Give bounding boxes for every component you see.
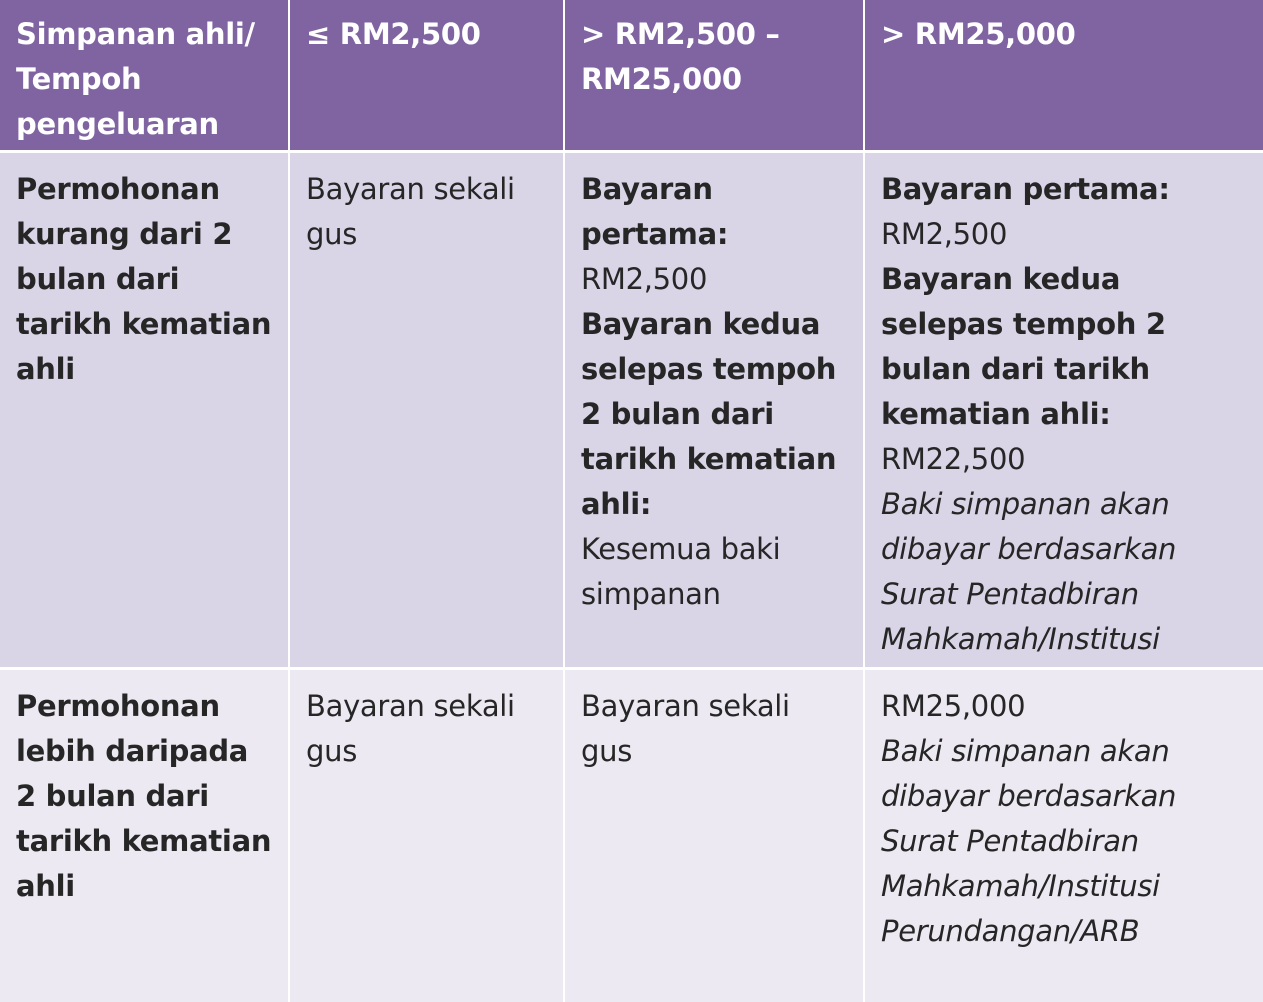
row2-label: Permohonan lebih daripada 2 bulan dari tarikh kematian ahli [16, 689, 272, 903]
row2-col4-cell [863, 670, 1263, 1002]
row2-col2-text: Bayaran sekali gus [306, 689, 515, 768]
row1-col3-cell [563, 153, 863, 670]
row1-col4-second-label: Bayaran kedua selepas tempoh 2 bulan dari tarikh kematian ahli: [881, 262, 1166, 431]
row1-col2-cell [288, 153, 563, 670]
row2-col4-value: RM25,000 [881, 689, 1026, 723]
row1-label-cell [0, 153, 288, 670]
row1-col3-first-label: Bayaran pertama: [581, 172, 729, 251]
row2-label-cell [0, 670, 288, 1002]
row1-col3-first-value: RM2,500 [581, 262, 708, 296]
row2-col3-cell [563, 670, 863, 1002]
row2-col4-note: Baki simpanan akan dibayar berdasarkan Surat Pentadbiran Mahkamah/Institusi Perundangan/ARB [881, 734, 1177, 948]
header-label-savings-period: Simpanan ahli/ Tempoh pengeluaran [16, 17, 255, 141]
header-label-2500-to-25000: > RM2,500 – RM25,000 [581, 17, 780, 96]
row1-col3-second-value: Kesemua baki simpanan [581, 532, 781, 611]
row1-col4-second-value: RM22,500 [881, 442, 1026, 476]
row1-col4-note: Baki simpanan akan dibayar berdasarkan Surat Pentadbiran Mahkamah/Institusi [881, 487, 1177, 656]
row2-col2-cell [288, 670, 563, 1002]
header-cell-over-25000 [863, 0, 1263, 153]
row1-col4-first-value: RM2,500 [881, 217, 1008, 251]
row1-label: Permohonan kurang dari 2 bulan dari tarikh kematian ahli [16, 172, 272, 386]
header-label-upto-2500: ≤ RM2,500 [306, 17, 481, 51]
row1-col3-second-label: Bayaran kedua selepas tempoh 2 bulan dari tarikh kematian ahli: [581, 307, 837, 521]
header-cell-upto-2500 [288, 0, 563, 153]
header-cell-2500-to-25000 [563, 0, 863, 153]
row2-col3-text: Bayaran sekali gus [581, 689, 790, 768]
row1-col2-text: Bayaran sekali gus [306, 172, 515, 251]
row1-col4-cell [863, 153, 1263, 670]
header-label-over-25000: > RM25,000 [881, 17, 1076, 51]
row1-col4-first-label: Bayaran pertama: [881, 172, 1170, 206]
header-cell-savings-period [0, 0, 288, 153]
